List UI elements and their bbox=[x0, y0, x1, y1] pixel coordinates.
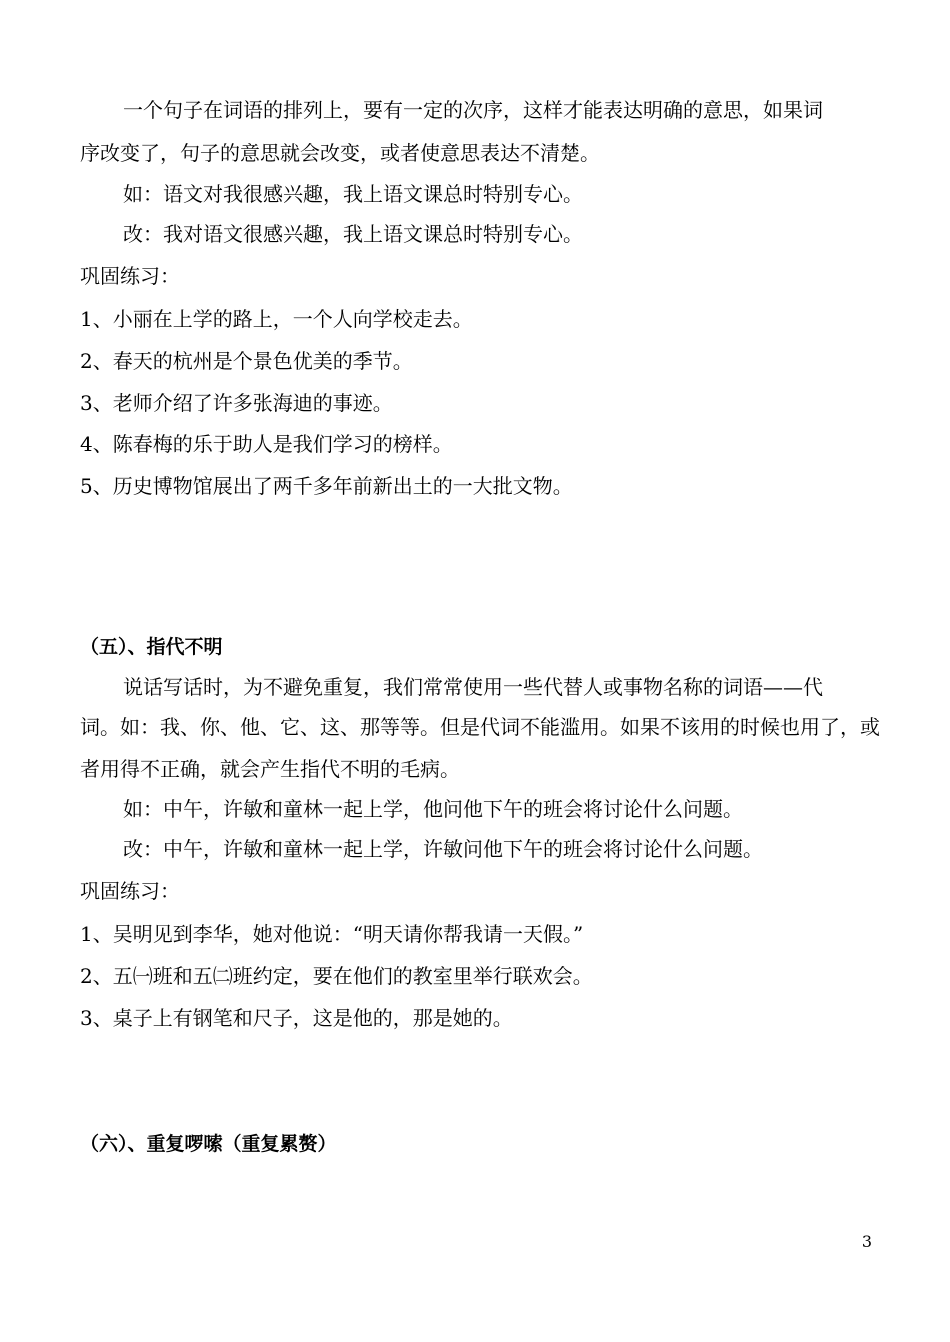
practice-label: 巩固练习： bbox=[80, 264, 180, 288]
paragraph-line: 序改变了，句子的意思就会改变，或者使意思表达不清楚。 bbox=[80, 141, 600, 165]
exercise-item: 2、五㈠班和五㈡班约定，要在他们的教室里举行联欢会。 bbox=[80, 964, 593, 988]
exercise-item: 3、桌子上有钢笔和尺子，这是他的，那是她的。 bbox=[80, 1006, 513, 1030]
exercise-item: 1、吴明见到李华，她对他说：“明天请你帮我请一天假。” bbox=[80, 922, 584, 946]
paragraph-line: 者用得不正确，就会产生指代不明的毛病。 bbox=[80, 757, 460, 781]
section-heading: （六）、重复啰嗦（重复累赘） bbox=[80, 1133, 337, 1155]
exercise-item: 5、历史博物馆展出了两千多年前新出土的一大批文物。 bbox=[80, 474, 573, 498]
practice-label: 巩固练习： bbox=[80, 879, 180, 903]
corrected-sentence: 改：中午，许敏和童林一起上学，许敏问他下午的班会将讨论什么问题。 bbox=[123, 837, 763, 861]
paragraph-line: 词。如：我、你、他、它、这、那等等。但是代词不能滥用。如果不该用的时候也用了，或 bbox=[80, 715, 880, 739]
exercise-item: 3、老师介绍了许多张海迪的事迹。 bbox=[80, 391, 393, 415]
exercise-item: 4、陈春梅的乐于助人是我们学习的榜样。 bbox=[80, 432, 453, 456]
exercise-item: 1、小丽在上学的路上，一个人向学校走去。 bbox=[80, 307, 473, 331]
exercise-item: 2、春天的杭州是个景色优美的季节。 bbox=[80, 349, 413, 373]
example-sentence: 如：中午，许敏和童林一起上学，他问他下午的班会将讨论什么问题。 bbox=[123, 797, 743, 821]
example-sentence: 如：语文对我很感兴趣，我上语文课总时特别专心。 bbox=[123, 182, 583, 206]
paragraph-line: 一个句子在词语的排列上，要有一定的次序，这样才能表达明确的意思，如果词 bbox=[123, 98, 823, 122]
page-number: 3 bbox=[861, 1232, 872, 1251]
corrected-sentence: 改：我对语文很感兴趣，我上语文课总时特别专心。 bbox=[123, 222, 583, 246]
section-heading: （五）、指代不明 bbox=[80, 636, 223, 658]
paragraph-line: 说话写话时，为不避免重复，我们常常使用一些代替人或事物名称的词语——代 bbox=[123, 675, 823, 699]
